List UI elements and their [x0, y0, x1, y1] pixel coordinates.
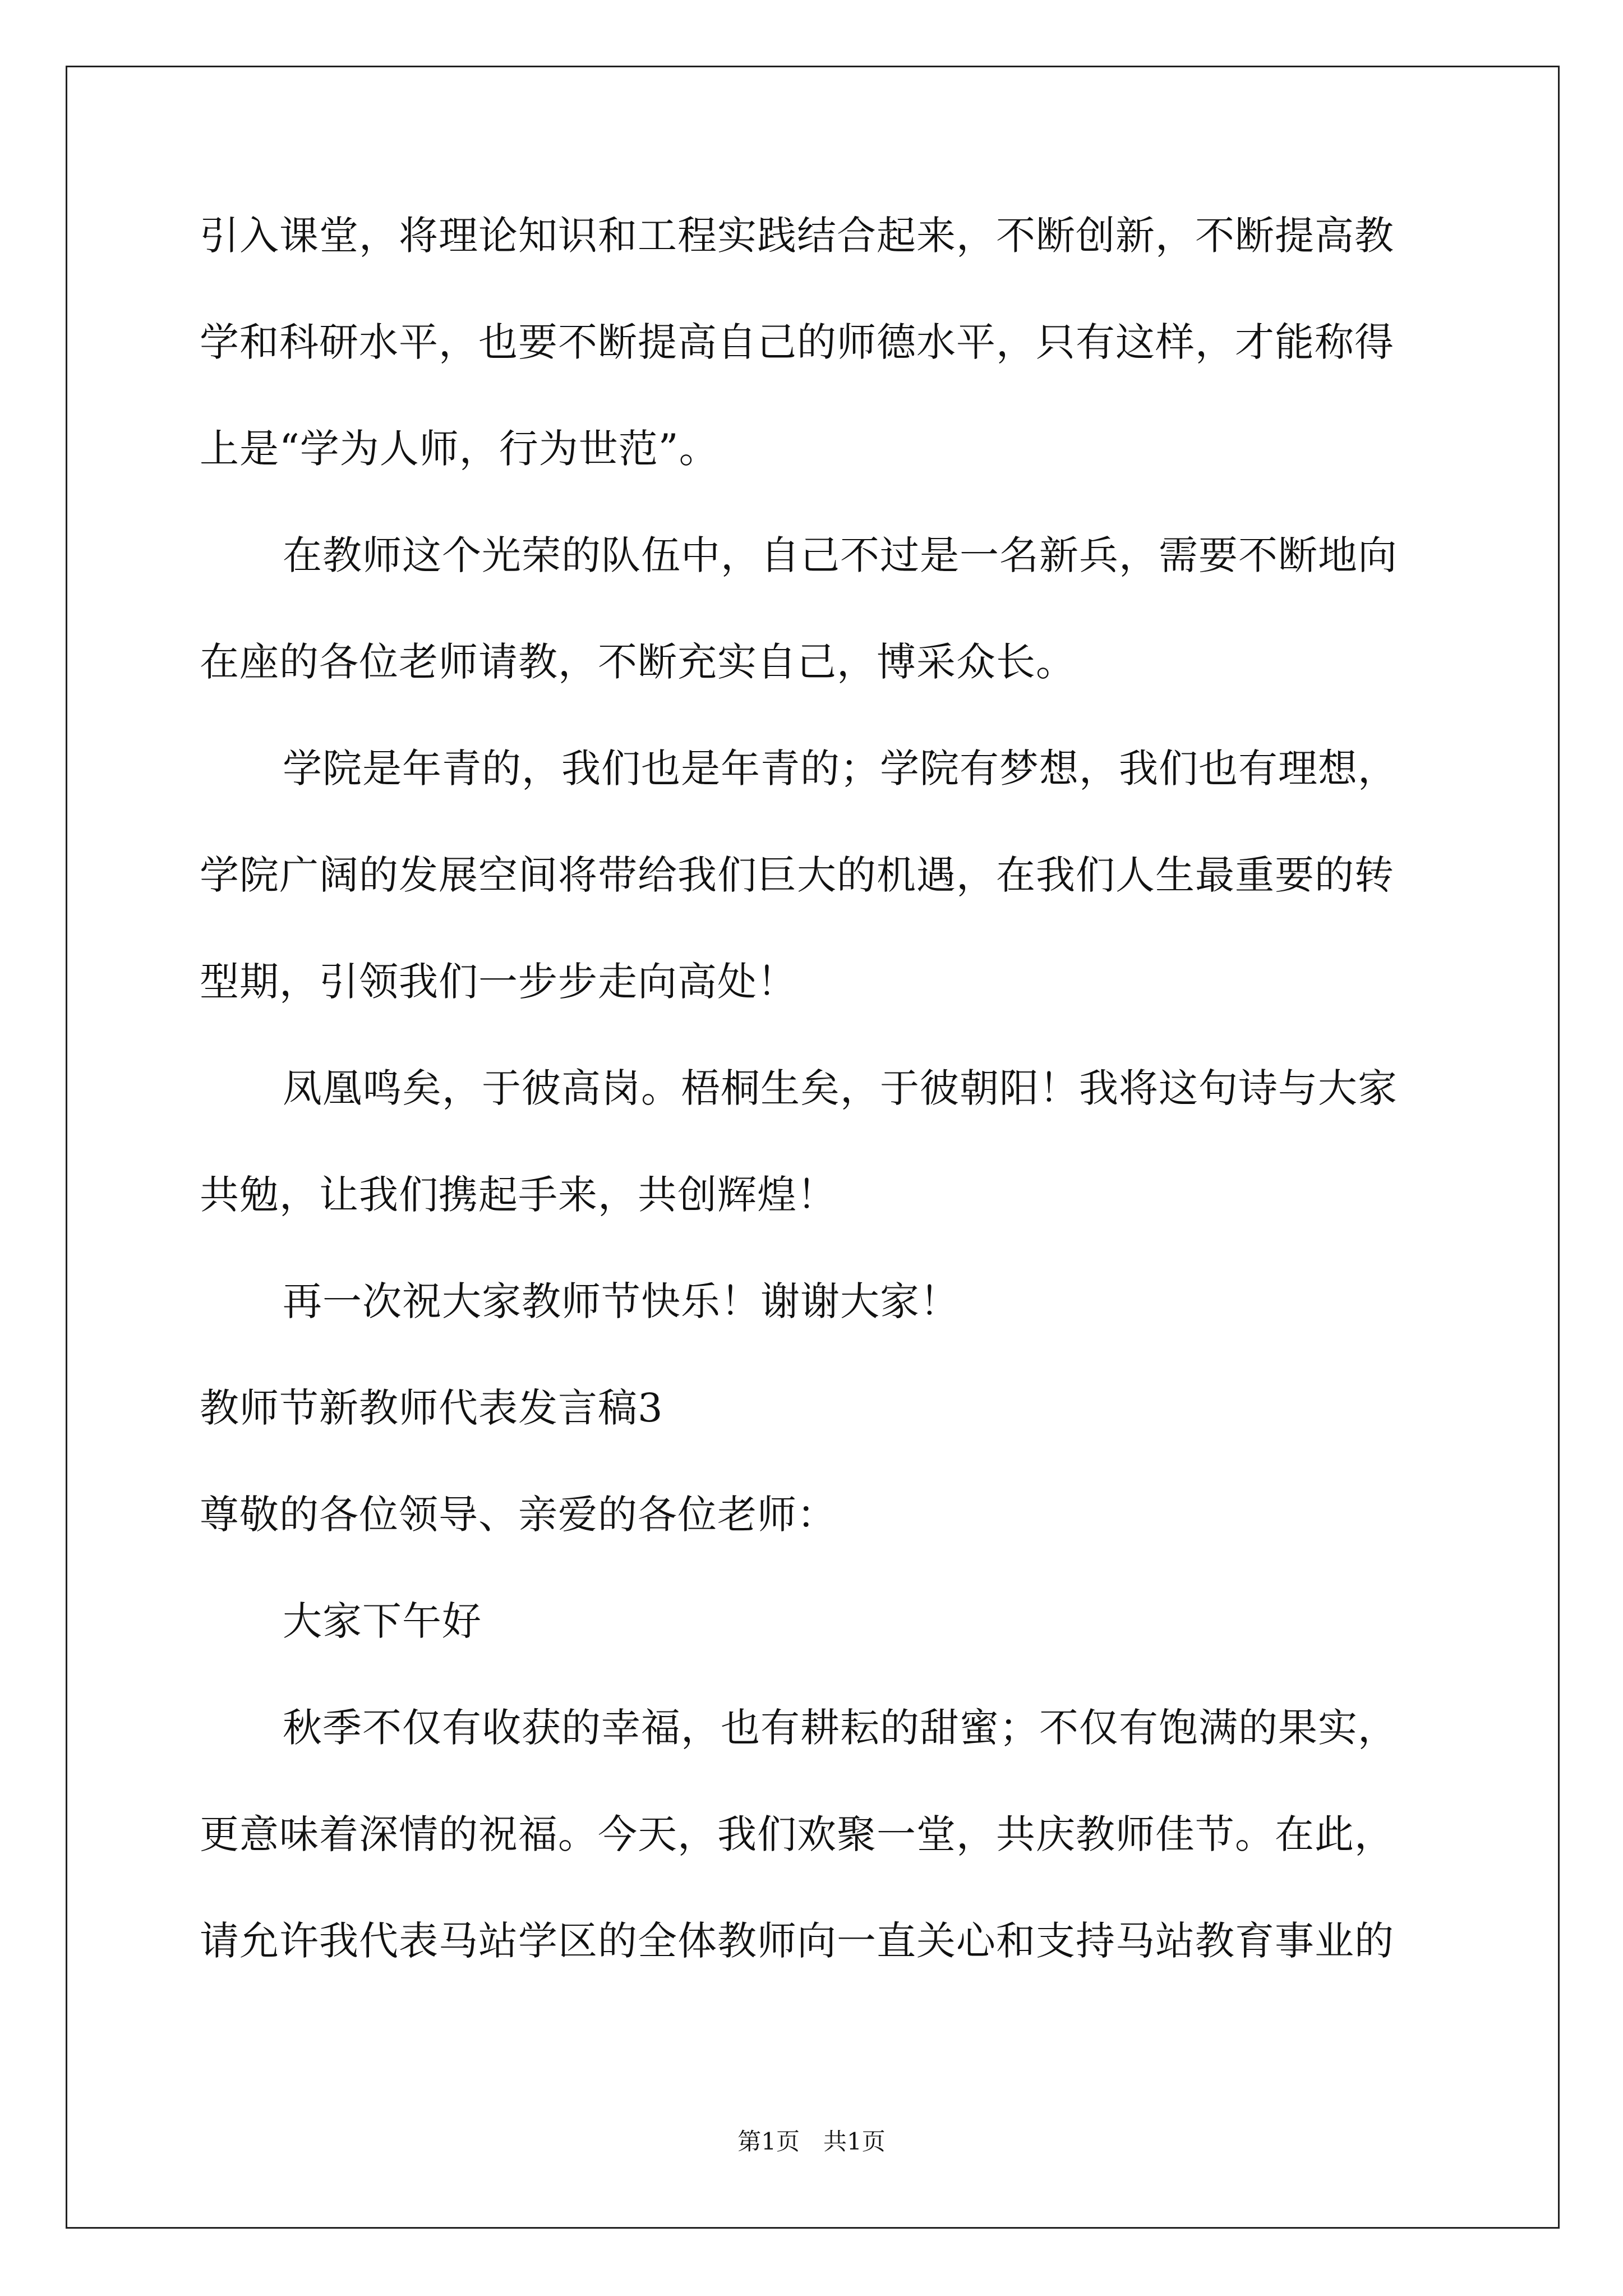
- text-line-16: 更意味着深情的祝福。今天，我们欢聚一堂，共庆教师佳节。在此，: [200, 1811, 1394, 1857]
- paragraph-start-line: 在教师这个光荣的队伍中，自己不过是一名新兵，需要不断地向: [283, 532, 1398, 578]
- paragraph-start-line: 秋季不仅有收获的幸福，也有耕耘的甜蜜；不仅有饱满的果实，: [283, 1705, 1398, 1751]
- paragraph-start-line: 凤凰鸣矣，于彼高岗。梧桐生矣，于彼朝阳！我将这句诗与大家: [283, 1065, 1398, 1111]
- greeting: 大家下午好: [283, 1598, 482, 1644]
- page-number-footer: 第1页 共1页: [737, 2128, 886, 2155]
- text-line-17: 请允许我代表马站学区的全体教师向一直关心和支持马站教育事业的: [200, 1918, 1394, 1964]
- page-border: [66, 66, 1560, 2229]
- salutation: 尊敬的各位领导、亲爱的各位老师：: [200, 1492, 837, 1538]
- section-heading: 教师节新教师代表发言稿3: [200, 1385, 663, 1431]
- text-line-2: 学和科研水平，也要不断提高自己的师德水平，只有这样，才能称得: [200, 319, 1394, 365]
- text-line-1: 引入课堂，将理论知识和工程实践结合起来，不断创新，不断提高教: [200, 213, 1394, 259]
- text-line-7: 学院广阔的发展空间将带给我们巨大的机遇，在我们人生最重要的转: [200, 852, 1394, 898]
- paragraph-start-line: 学院是年青的，我们也是年青的；学院有梦想，我们也有理想，: [283, 746, 1398, 792]
- text-line-3: 上是“学为人师，行为世范”。: [200, 426, 719, 472]
- text-line-8: 型期，引领我们一步步走向高处！: [200, 959, 797, 1005]
- text-line-5: 在座的各位老师请教，不断充实自己，博采众长。: [200, 639, 1076, 685]
- text-line-10: 共勉，让我们携起手来，共创辉煌！: [200, 1172, 837, 1218]
- paragraph-start-line: 再一次祝大家教师节快乐！谢谢大家！: [283, 1278, 960, 1324]
